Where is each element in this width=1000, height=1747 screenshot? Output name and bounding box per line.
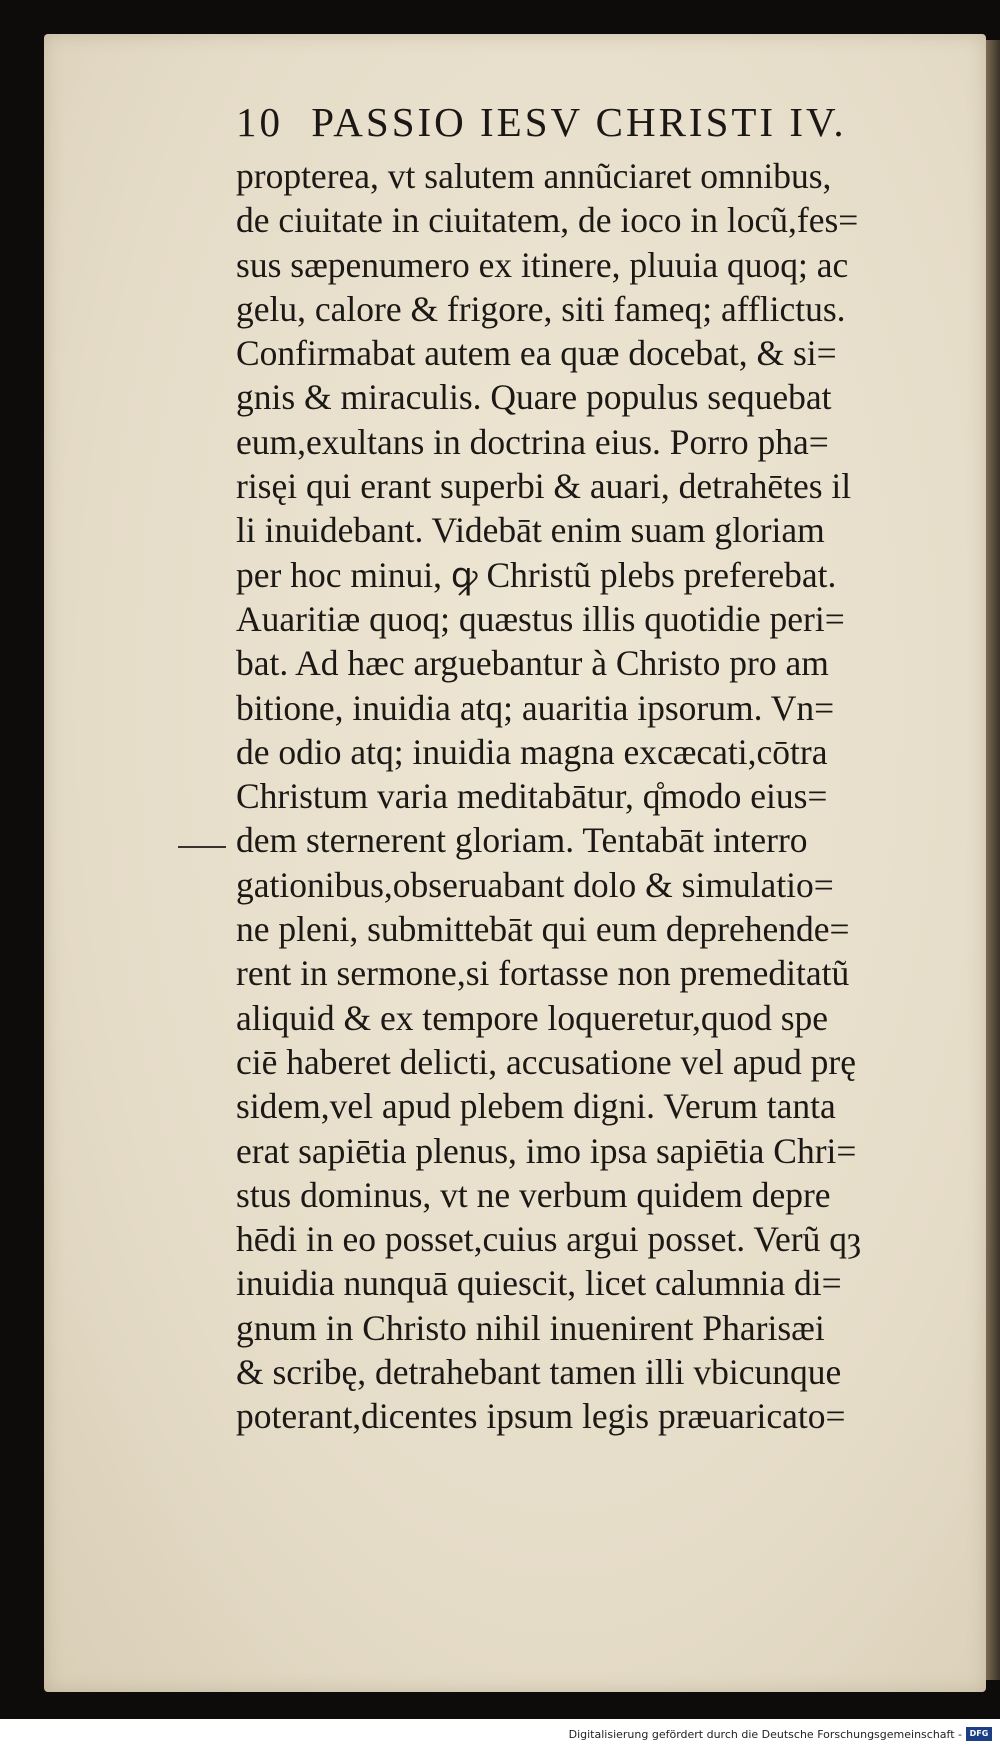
- text-line: dem sternerent gloriam. Tentabāt interro: [236, 820, 808, 861]
- running-head: [236, 98, 916, 148]
- text-line: & scribę, detrahebant tamen illi vbicunque: [236, 1352, 842, 1393]
- text-line: aliquid & ex tempore loqueretur,quod spe: [236, 997, 829, 1038]
- text-line: gationibus,obseruabant dolo & simulatio=: [236, 864, 834, 905]
- dfg-logo: DFG: [966, 1727, 992, 1741]
- text-line: inuidia nunquā quiescit, licet calumnia di=: [236, 1263, 842, 1304]
- text-line: risęi qui erant superbi & auari, detrahētes il: [236, 466, 852, 507]
- text-line: erat sapiētia plenus, imo ipsa sapiētia Chri=: [236, 1130, 857, 1171]
- text-line: de ciuitate in ciuitatem, de ioco in locũ,fes=: [236, 200, 859, 241]
- text-line: hēdi in eo posset,cuius argui posset. Verũ qȝ: [236, 1219, 862, 1260]
- text-line: per hoc minui, ꝙ Christũ plebs preferebat.: [236, 554, 837, 595]
- text-line: sidem,vel apud plebem digni. Verum tanta: [236, 1086, 836, 1127]
- text-line: bitione, inuidia atq; auaritia ipsorum. Vn=: [236, 687, 835, 728]
- text-line: gelu, calore & frigore, siti fameq; afflictus.: [236, 288, 846, 329]
- digitization-credit: Digitalisierung gefördert durch die Deutsche Forschungsgemeinschaft -: [568, 1728, 962, 1741]
- text-line: Christum varia meditabātur, q̊modo eius=: [236, 776, 828, 817]
- text-line: Confirmabat autem ea quæ docebat, & si=: [236, 333, 837, 374]
- text-line: li inuidebant. Videbāt enim suam gloriam: [236, 510, 825, 551]
- text-line: eum,exultans in doctrina eius. Porro pha=: [236, 421, 829, 462]
- text-line: ne pleni, submittebāt qui eum deprehende=: [236, 909, 850, 950]
- text-line: ciē haberet delicti, accusatione vel apud prę: [236, 1041, 856, 1082]
- folio-number: 10: [236, 99, 283, 145]
- page-edge: [986, 40, 1000, 1680]
- text-line: rent in sermone,si fortasse non premeditatũ: [236, 953, 850, 994]
- text-line: gnum in Christo nihil inuenirent Pharisæi: [236, 1307, 825, 1348]
- text-line: stus dominus, vt ne verbum quidem depre: [236, 1174, 831, 1215]
- text-line: propterea, vt salutem annũciaret omnibus,: [236, 156, 832, 196]
- text-line: sus sæpenumero ex itinere, pluuia quoq; ac: [236, 244, 849, 285]
- text-line: bat. Ad hæc arguebantur à Christo pro am: [236, 643, 829, 684]
- body-text: [236, 154, 926, 1439]
- margin-mark: [178, 846, 226, 848]
- text-line: Auaritiæ quoq; quæstus illis quotidie peri=: [236, 598, 845, 639]
- text-line: poterant,dicentes ipsum legis præuaricato=: [236, 1396, 846, 1437]
- text-line: gnis & miraculis. Quare populus sequebat: [236, 377, 832, 418]
- running-title: PASSIO IESV CHRISTI IV.: [311, 99, 847, 145]
- text-line: de odio atq; inuidia magna excæcati,cōtra: [236, 731, 828, 772]
